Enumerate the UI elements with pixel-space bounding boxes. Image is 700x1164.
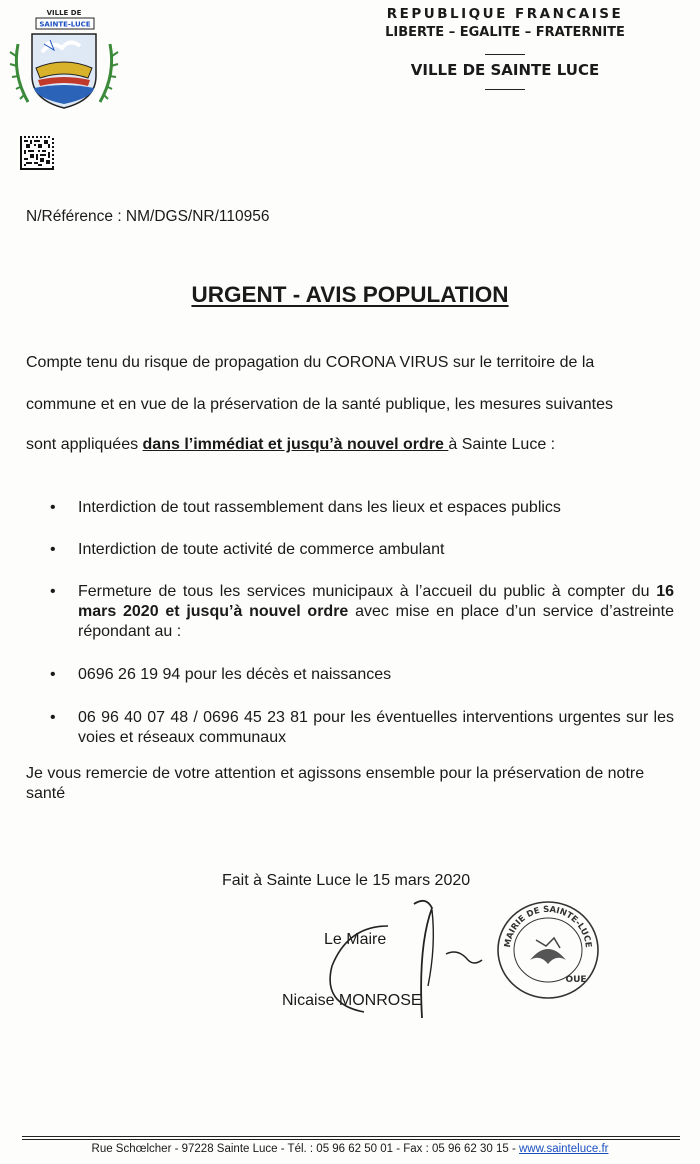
footer-divider	[22, 1139, 680, 1140]
divider	[485, 54, 525, 55]
place-date: Fait à Sainte Luce le 15 mars 2020	[222, 872, 471, 889]
reference-number: N/Référence : NM/DGS/NR/110956	[26, 208, 270, 225]
intro-line-3-start: sont appliquées	[26, 436, 143, 453]
republic-line: REPUBLIQUE FRANCAISE	[386, 6, 624, 22]
page-title: URGENT - AVIS POPULATION	[191, 282, 509, 307]
closure-date-emphasis: 16 mars 2020 et jusqu’à nouvel ordre	[78, 583, 674, 620]
bullet-icon: •	[50, 541, 56, 558]
list-item-text: Interdiction de toute activité de commerce ambulant	[78, 541, 445, 558]
svg-text:OUE: OUE	[565, 975, 587, 985]
town-line: VILLE DE SAINTE LUCE	[410, 61, 600, 79]
motto-line: LIBERTE – EGALITE – FRATERNITE	[385, 25, 625, 40]
intro-emphasis: dans l’immédiat et jusqu’à nouvel ordre	[142, 436, 449, 453]
town-logo	[8, 4, 120, 112]
intro-line-3	[26, 436, 555, 454]
official-stamp	[494, 898, 602, 1002]
footer-address: Rue Schœlcher - 97228 Sainte Luce - Tél. : 05 96 62 50 01 - Fax : 05 96 62 30 15 -	[91, 1143, 519, 1155]
bullet-icon: •	[50, 583, 56, 600]
bullet-icon: •	[50, 666, 56, 683]
website-link[interactable]: www.sainteluce.fr	[518, 1143, 609, 1155]
bullet-icon: •	[50, 709, 56, 726]
list-item-text: 0696 26 19 94 pour les décès et naissances	[78, 666, 392, 683]
svg-text:VILLE DE: VILLE DE	[46, 9, 82, 17]
list-item-text: Interdiction de tout rassemblement dans les lieux et espaces publics	[78, 499, 561, 516]
letterhead	[370, 6, 640, 90]
datamatrix-code	[20, 136, 54, 170]
intro-line-2: commune et en vue de la préservation de la santé publique, les mesures suivantes	[26, 396, 614, 413]
closing-paragraph: Je vous remercie de votre attention et agissons ensemble pour la préservation de notre santé	[26, 765, 645, 802]
footer	[0, 1143, 700, 1155]
svg-text:SAINTE-LUCE: SAINTE-LUCE	[39, 20, 91, 29]
bullet-icon: •	[50, 499, 56, 516]
intro-line-1: Compte tenu du risque de propagation du CORONA VIRUS sur le territoire de la	[26, 354, 595, 371]
divider	[485, 89, 525, 90]
signature-scribble	[318, 886, 498, 1026]
intro-line-3-end: à Sainte Luce :	[448, 436, 556, 453]
signatory-role: Le Maire	[324, 931, 387, 948]
list-item-text: 06 96 40 07 48 / 0696 45 23 81 pour les éventuelles interventions urgentes sur les voies et réseaux communaux	[78, 709, 674, 746]
svg-text:MAIRIE DE SAINTE-LUCE: MAIRIE DE SAINTE-LUCE	[502, 904, 593, 949]
footer-divider	[22, 1136, 680, 1137]
list-item-text	[78, 582, 674, 642]
list-item-text-start: Fermeture de tous les services municipaux à l’accueil du public à compter du	[78, 583, 657, 600]
signatory-name: Nicaise MONROSE	[282, 992, 422, 1009]
list-item-text-end: avec mise en place d’un service d’astreinte répondant au :	[78, 603, 674, 640]
